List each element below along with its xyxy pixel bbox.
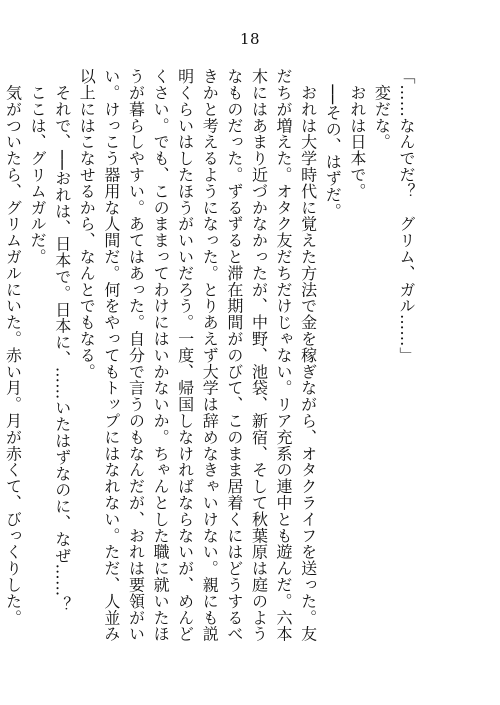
page-number: 18 xyxy=(239,30,261,48)
paragraph: ここは、グリムガルだ。 xyxy=(28,68,48,265)
paragraph: それで、──おれは、日本で。日本に、……いたはずなのに、なぜ……？ xyxy=(52,68,72,613)
paragraph: ──その、はずだ。 xyxy=(323,68,343,220)
dialogue-line: 「……なんでだ？ グリム、ガル……」 xyxy=(397,68,416,364)
paragraph: 気がついたら、グリムガルにいた。赤い月。月が赤くて、びっくりした。 xyxy=(3,68,23,626)
novel-text xyxy=(3,68,418,658)
paragraph: おれは大学時代に覚えた方法で金を稼ぎながら、オタクライフを送った。友だちが増えた。オタク友だちだけじゃない。リア充系の連中とも遊んだ。六本木にはあまり近づかなかったが、中野、池袋、新宿、そして秋葉原は庭のようなものだった。ずるずると滞在期間がのびて、このまま居着くにはどうするべきかと考えるようになった。とりあえず大学は辞めなきゃいけない。親にも説明くらいはしたほうがいいだろう。一度、帰国しなければならないが、めんどくさい。でも、このままってわけにはいかないか。ちゃんとした職に就いたほうが暮らしやすい。あてはあった。自分で言うのもなんだが、おれは要領がいい。けっこう器用な人間だ。何をやってもトップにはなれない。ただ、人並み以上にはこなせるから、なんとでもなる。 xyxy=(77,68,318,642)
paragraph: 変だな。 xyxy=(372,68,392,150)
paragraph: おれは日本で。 xyxy=(347,68,367,200)
